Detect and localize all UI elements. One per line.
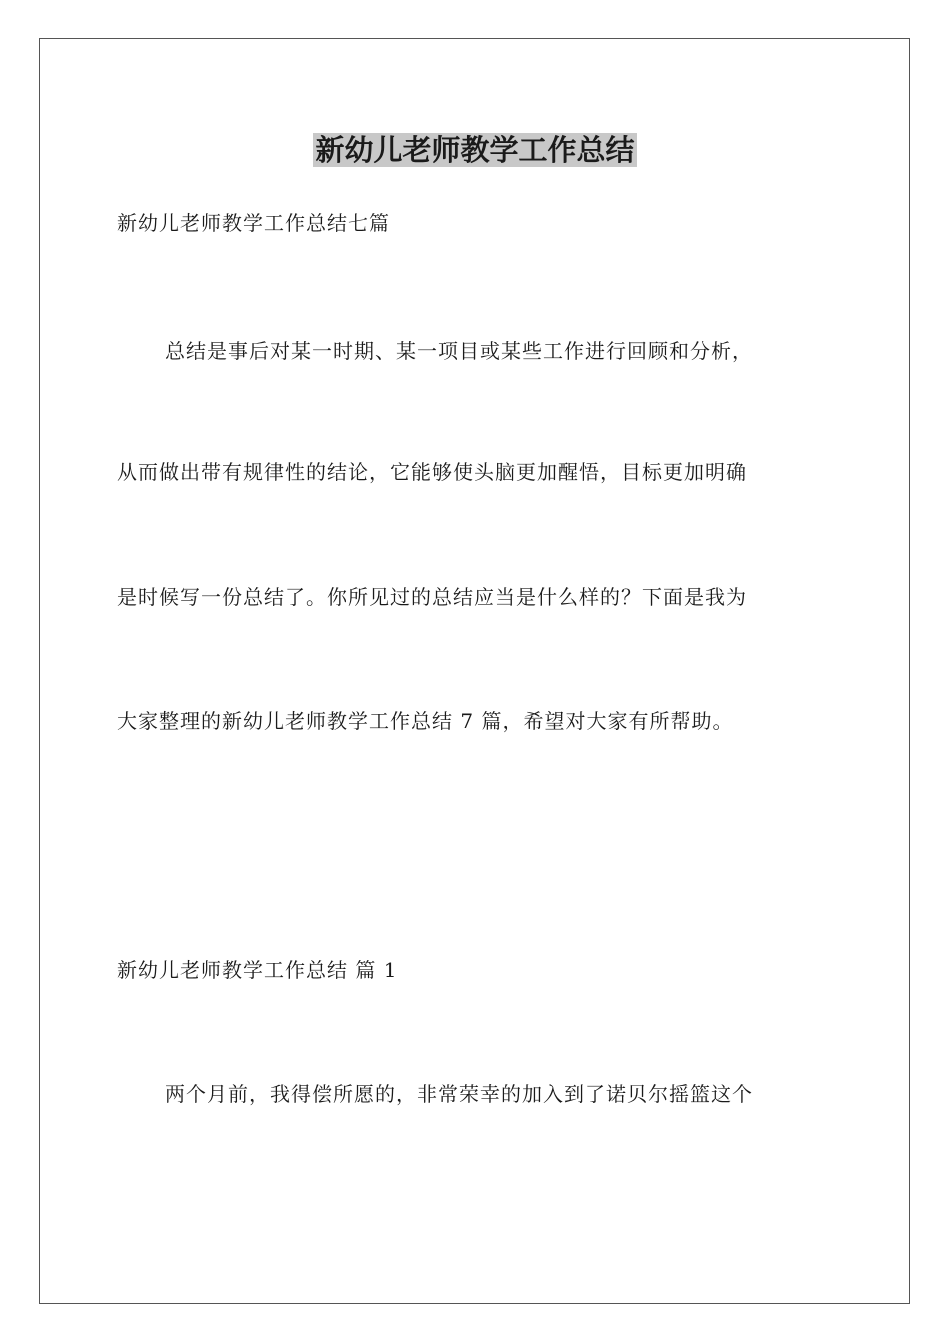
document-subtitle: 新幼儿老师教学工作总结七篇 <box>117 211 390 235</box>
intro-line-3: 是时候写一份总结了。你所见过的总结应当是什么样的？下面是我为 <box>117 585 747 609</box>
intro-line-4: 大家整理的新幼儿老师教学工作总结 7 篇，希望对大家有所帮助。 <box>117 709 734 733</box>
intro-line-1: 总结是事后对某一时期、某一项目或某些工作进行回顾和分析， <box>165 339 753 363</box>
document-title-text: 新幼儿老师教学工作总结 <box>315 133 635 167</box>
document-title <box>0 128 950 172</box>
intro-line-2: 从而做出带有规律性的结论，它能够使头脑更加醒悟，目标更加明确 <box>117 460 747 484</box>
section-line-1: 两个月前，我得偿所愿的，非常荣幸的加入到了诺贝尔摇篮这个 <box>165 1082 753 1106</box>
section-heading: 新幼儿老师教学工作总结 篇 1 <box>117 958 398 982</box>
